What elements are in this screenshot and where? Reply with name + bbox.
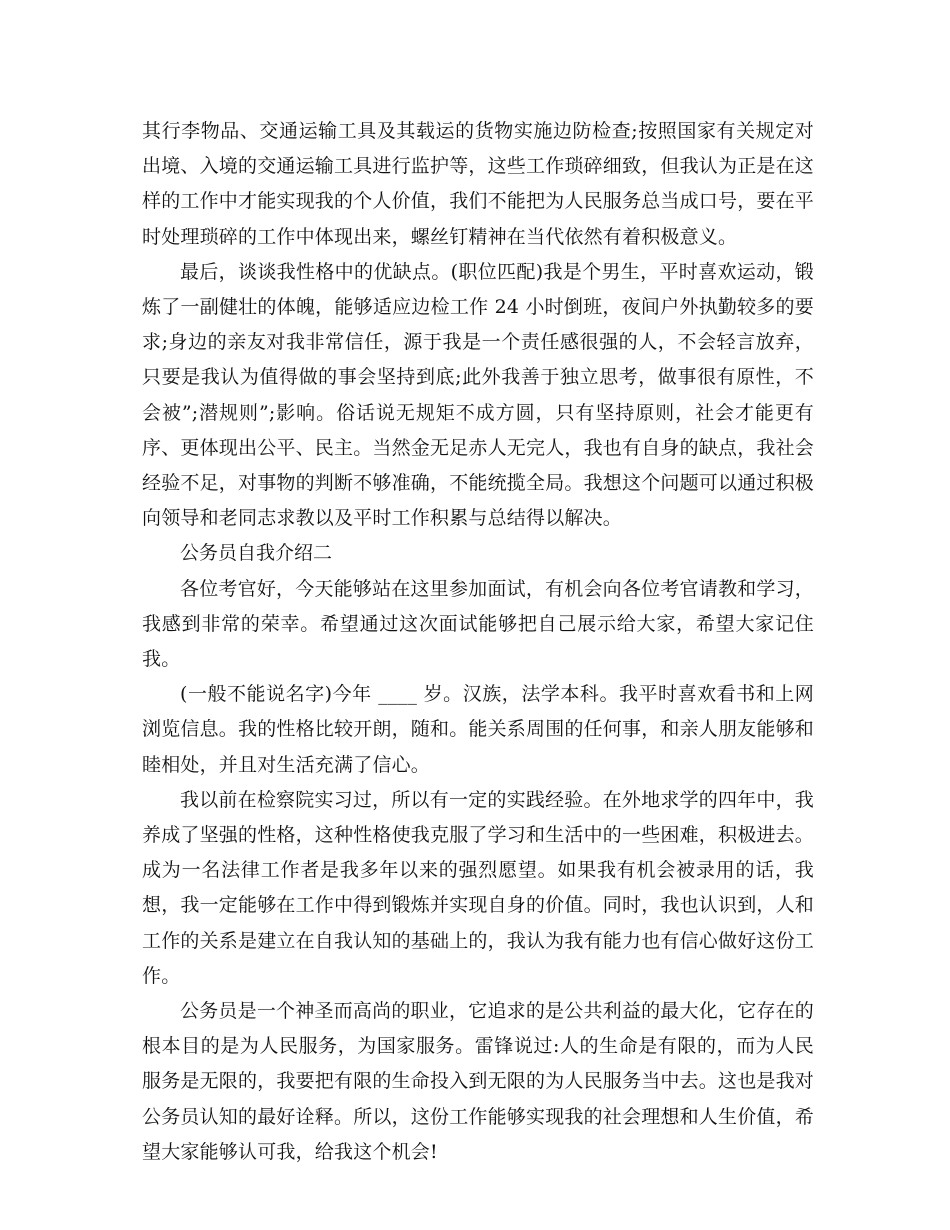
paragraph-personal-info: (一般不能说名字)今年 ____ 岁。汉族，法学本科。我平时喜欢看书和上网浏览信息。我的性格比较开朗，随和。能关系周围的任何事，和亲人朋友能够和睦相处，并且对生活充满了信心。 <box>142 683 815 776</box>
paragraph-greeting: 各位考官好，今天能够站在这里参加面试，有机会向各位考官请教和学习，我感到非常的荣幸。希望通过这次面试能够把自己展示给大家，希望大家记住我。 <box>142 577 814 671</box>
paragraph-civil-servant-mission: 公务员是一个神圣而高尚的职业，它追求的是公共利益的最大化，它存在的根本目的是为人民服务，为国家服务。雷锋说过:人的生命是有限的，而为人民服务是无限的，我要把有限的生命投入到无限的为人民服务当中去。这也是我对公务员认知的最好诠释。所以，这份工作能够实现我的社会理想和人生价值，希望大家能够认可我，给我这个机会! <box>142 1000 815 1163</box>
section-heading-self-intro-two: 公务员自我介绍二 <box>180 542 333 565</box>
paragraph-border-inspection-duties: 其行李物品、交通运输工具及其载运的货物实施边防检查;按照国家有关规定对出境、入境的交通运输工具进行监护等，这些工作琐碎细致，但我认为正是在这样的工作中才能实现我的个人价值，我们不能把为人民服务总当成口号，要在平时处理琐碎的工作中体现出来，螺丝钉精神在当代依然有着积极意义。 <box>142 120 815 248</box>
paragraph-internship-experience: 我以前在检察院实习过，所以有一定的实践经验。在外地求学的四年中，我养成了坚强的性格，这种性格使我克服了学习和生活中的一些困难，积极进去。成为一名法律工作者是我多年以来的强烈愿望。如果我有机会被录用的话，我想，我一定能够在工作中得到锻炼并实现自身的价值。同时，我也认识到，人和工作的关系是建立在自我认知的基础上的，我认为我有能力也有信心做好这份工作。 <box>142 788 815 987</box>
paragraph-strengths-weaknesses: 最后，谈谈我性格中的优缺点。(职位匹配)我是个男生，平时喜欢运动，锻炼了一副健壮的体魄，能够适应边检工作 24 小时倒班，夜间户外执勤较多的要求;身边的亲友对我非常信任，源于我是一个责任感很强的人，不会轻言放弃，只要是我认为值得做的事会坚持到底;此外我善于独立思考，做事很有原性，不会被”;潜规则”;影响。俗话说无规矩不成方圆，只有坚持原则，社会才能更有序、更体现出公平、民主。当然金无足赤人无完人，我也有自身的缺点，我社会经验不足，对事物的判断不够准确，不能统揽全局。我想这个问题可以通过积极向领导和老同志求教以及平时工作积累与总结得以解决。 <box>142 260 815 530</box>
document-body <box>142 114 814 1170</box>
